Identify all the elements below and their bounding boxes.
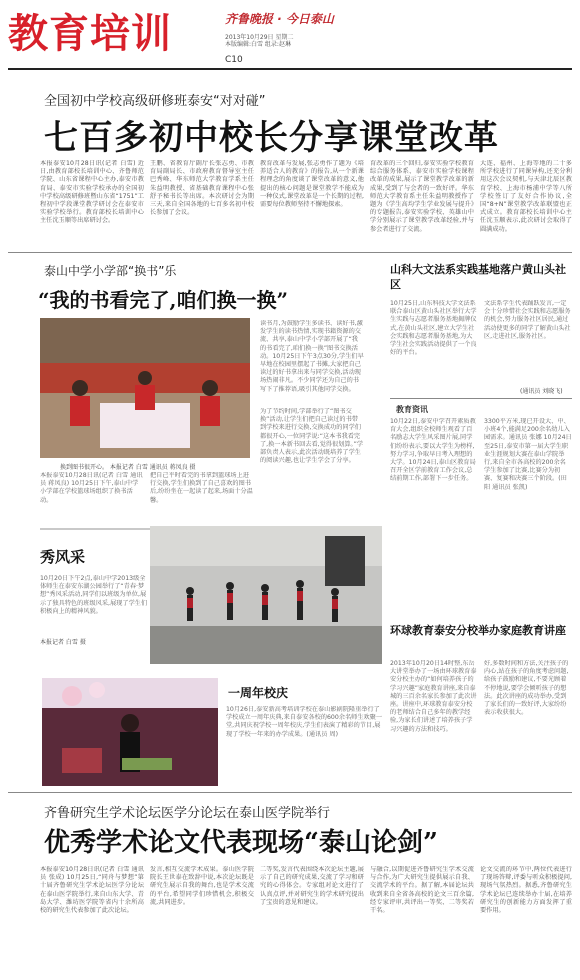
book-swap-headline: “我的书看完了,咱们换一换”	[38, 288, 288, 312]
xiufengcai-box	[40, 528, 150, 678]
shandong-credit: (通讯员 刘晓飞)	[520, 388, 563, 395]
briefs-rule	[390, 398, 572, 399]
medicine-col-3: 二等奖,发言代表围绕本次论坛主题,展示了自己的研究成果,交流了学习和研究的心得体会。专家组对论文进行了认真点评,并对研究生的学术研究提出了宝贵的意见和建议。	[260, 866, 364, 906]
anniversary-photo-illustration	[42, 678, 218, 786]
environment-col-right: 好,多数时间和方法,关注孩子的内心,站在孩子的角度考虑问题,给孩子鼓励和建议,不要光顾着不停地说,要学会倾听孩子的想法。此次讲座的成功举办,受到了家长们的一致好评,大家纷纷表示收获很大。	[484, 660, 569, 717]
shandong-col-left: 10月25日,山东科技大学文法系联合泰山区黄山头社区举行大学生实践与志愿者服务基地揭牌仪式,在黄山头社区,建立大学生社会实践和志愿者服务基地,为大学生社会实践活动提供了一个良好的平台。	[390, 300, 477, 357]
xiufengcai-title: 秀风采	[40, 548, 86, 566]
lead-col-5: 大连、福州、上海等地的二十多所学校进行了同课异构,还充分利用这次会议契机,与天津北辰区教育学校、上海市杨浦中学等八所学校签订了友好合作协议,全国“8+N”课堂教学改革联盟也正式成立。教育部校长培训中心主任沈玉顺表示,此次研讨会取得了圆满成功。	[480, 160, 572, 233]
newspaper-brand: 齐鲁晚报 · 今日泰山	[225, 12, 334, 26]
medicine-col-1: 本报泰安10月28日讯(记者 白雪 通讯员 张成) 10月25日,“同舟与梦想”第十届齐鲁研究生学术论坛医学分论坛在泰山医学院举行,来自山东大学、青岛大学、潍坊医学院等省内十余所高校的研究生代表参加了此次论坛。	[40, 866, 144, 915]
xiufengcai-credit: 本报记者 白雪 摄	[40, 639, 86, 646]
lead-col-4: 育改革的三个回归,泰安实验学校教育综合服务体系、泰安市实验学校课程改革的成果,展示了课堂教学改革的新成果,受到了与会者的一致好评。华东师范大学教育系主任朱益明教授作了题为《学生高均学生学业发展与提升》的专题报告,泰安实验学校、英雄山中学分别展示了课堂教学改革经验,并与参会者进行了交流。	[370, 160, 474, 233]
anniversary-title: 一周年校庆	[228, 686, 289, 700]
medicine-headline: 优秀学术论文代表现场“泰山论剑”	[44, 828, 438, 858]
briefs-title: 教育资讯	[396, 405, 428, 414]
medicine-kicker: 齐鲁研究生学术论坛医学分论坛在泰山医学院举行	[44, 806, 331, 821]
shandong-headline: 山科大文法系实践基地落户黄山头社区	[390, 263, 566, 291]
book-swap-col-right-2: 为了节约时间,学部举行了“图书交换”活动,让学生们把自己读过的书带到学校来进行交换,交换成功的同学们都很开心,一位同学说:“这本书我看完了,换一本新书回去看,觉得很划算。”学部负责人表示,此次活动既培养了学生的阅读兴趣,也让学生学会了分享。	[260, 408, 364, 465]
dance-photo	[150, 526, 382, 664]
lead-headline: 七百多初中校长分享课堂改革	[44, 118, 499, 158]
masthead-rule	[8, 68, 572, 70]
environment-col-left: 2013年10月20日14时整,东岳大讲堂举办了一场由环球教育泰安分校主办的“如何培养孩子的学习兴趣”家庭教育讲座,来自泰城的三百余名家长参加了此次讲座。讲座中,环球教育泰安分校的老师结合自己多年的教学经验,为家长们讲述了培养孩子学习兴趣的方法和技巧。	[390, 660, 477, 733]
lead-col-3: 教育改革与发展,张志勇作了题为《培养适合人的教育》的报告,从一个新课程理念的角度谈了课堂改革的意义,他提出的核心问题是课堂教学不能成为一种仪式,课堂改革是一个长期的过程,需要每位教师坚持不懈地探索。	[260, 160, 364, 209]
environment-headline: 环球教育泰安分校举办家庭教育讲座	[390, 624, 566, 637]
divider-bottom	[8, 792, 572, 793]
editor-line: 本版编辑:白雪 组录:赵琳	[225, 41, 291, 48]
date-line: 2013年10月29日 星期二	[225, 34, 294, 41]
briefs-col-right: 3300平方米,现已开设大、中、小班4个,能满足200余名幼儿入园需求。通讯员 张娜 10月24日至25日,泰安市第一届大学生职业生涯规划大赛在泰山学院举行,来自全市各高校的200余名学生参加了比赛,比赛分为初赛、复赛和决赛三个阶段。(田阳 通讯员 张凯)	[484, 418, 572, 491]
medicine-col-2: 发言,相互交流学术成果。泰山医学院院长王世泰在致辞中说,本次论坛既是研究生展示自我的舞台,也是学术交流的平台,希望同学们珍惜机会,积极交流,共同进步。	[150, 866, 254, 906]
book-swap-photo-illustration	[40, 318, 250, 458]
section-title: 教育培训	[8, 10, 172, 57]
anniversary-body: 10月26日,泰安新高考培训学校在泰山影剧院隆重举行了学校成立一周年庆典,来自泰安各校的600余名师生欢聚一堂,共同庆祝学校一周年校庆,学生们表演了精彩的节目,展现了学校一年来的办学成果。(通讯员 周)	[226, 706, 383, 738]
medicine-col-5: 论文交流的环节中,两位代表进行了现场答辩,评委与听众积极提问,现场气氛热烈。据悉,齐鲁研究生学术论坛已连续举办十届,在培养研究生的创新能力方面发挥了重要作用。	[480, 866, 572, 915]
divider	[8, 252, 572, 253]
anniversary-photo	[42, 678, 218, 786]
masthead-meta	[225, 34, 345, 48]
lead-col-1: 本报泰安10月28日讯(记者 白雪) 近日,由教育部校长培训中心、齐鲁师范学院、山东省课程中心主办,泰安市教育局、泰安市实验学校承办的全国初中学校高级研修班暨山东省“1751”工程初中学段课堂教学研讨会在泰安市实验学校举行。教育部校长培训中心主任沈玉顺等出席研讨会。	[40, 160, 144, 225]
medicine-col-4: 与融合,以期促进齐鲁研究生学术交流与合作,为广大研究生提供展示自我、交流学术的平台。据了解,本届论坛共收到来自全省各高校的论文三百余篇,经专家评审,共评出一等奖、二等奖若干名。	[370, 866, 474, 915]
book-swap-col-right: 读书月,为鼓励学生多读书、读好书,激发学生的读书热情,实现书籍资源的交流、共享,泰山中学小学部开展了“我的书看完了,咱们换一换”图书交换活动。10月25日下午3点30分,学生们早早地在校园里摆起了书摊,大家把自己读过的好书拿出来与同学交换,活动现场热闹非凡。不少同学还为自己的书写下了推荐语,吸引其他同学交换。	[260, 320, 364, 393]
lead-kicker: 全国初中学校高级研修班泰安“对对碰”	[44, 94, 266, 109]
book-swap-caption: 换到图书很开心。 本报记者 白雪 通讯员 蒋凤良 摄	[60, 464, 196, 471]
book-swap-col-left: 本报泰安10月28日讯(记者 白雪 通讯员 蒋凤良) 10月25日下午,泰山中学小学部在学校篮球场组织了换书活动。	[40, 472, 143, 504]
book-swap-col-mid: 把自己平时看完的书拿到篮球场上进行交换,学生们换到了自己喜欢的图书后,纷纷坐在一起读了起来,场面十分温馨。	[150, 472, 253, 504]
xiufengcai-body: 10月20日下午2点,泰山中学2013级全体师生在泰安东湖公园举行了“青春·梦想”秀风采活动,同学们以班级为单位,展示了独具特色的班级风采,展现了学生们积极向上的精神风貌。	[40, 575, 148, 615]
page-number: C10	[225, 55, 243, 65]
book-swap-kicker: 泰山中学小学部“换书”乐	[44, 264, 177, 278]
book-swap-photo	[40, 318, 250, 458]
lead-col-2: 王鹏、省教育厅副厅长张志勇、市教育局副局长、市政府教育督导室主任巴秀峰、华东师范大学教育学系主任朱益明教授、省基础教育课程中心张舒予秘书长等出席。本次研讨会为期三天,来自全国各地的七百多名初中校长参加了会议。	[150, 160, 254, 217]
dance-photo-illustration	[150, 526, 382, 664]
shandong-col-right: 文法系学生代表踊跃发言,一定会十分珍惜社会实践和志愿服务的机会,努力服务社区居民,通过活动使更多的同学了解黄山头社区,走进社区,服务社区。	[484, 300, 571, 340]
briefs-col-left: 10月22日,泰安中学召开素质教育大会,组织全校师生观看了百名励志大学生风采图片展,同学们纷纷表示,要以大学生为榜样,努力学习,争取早日考入理想的大学。10月24日,泰山区教育局召开全区学前教育工作会议,总结前期工作,部署下一步任务。	[390, 418, 476, 483]
